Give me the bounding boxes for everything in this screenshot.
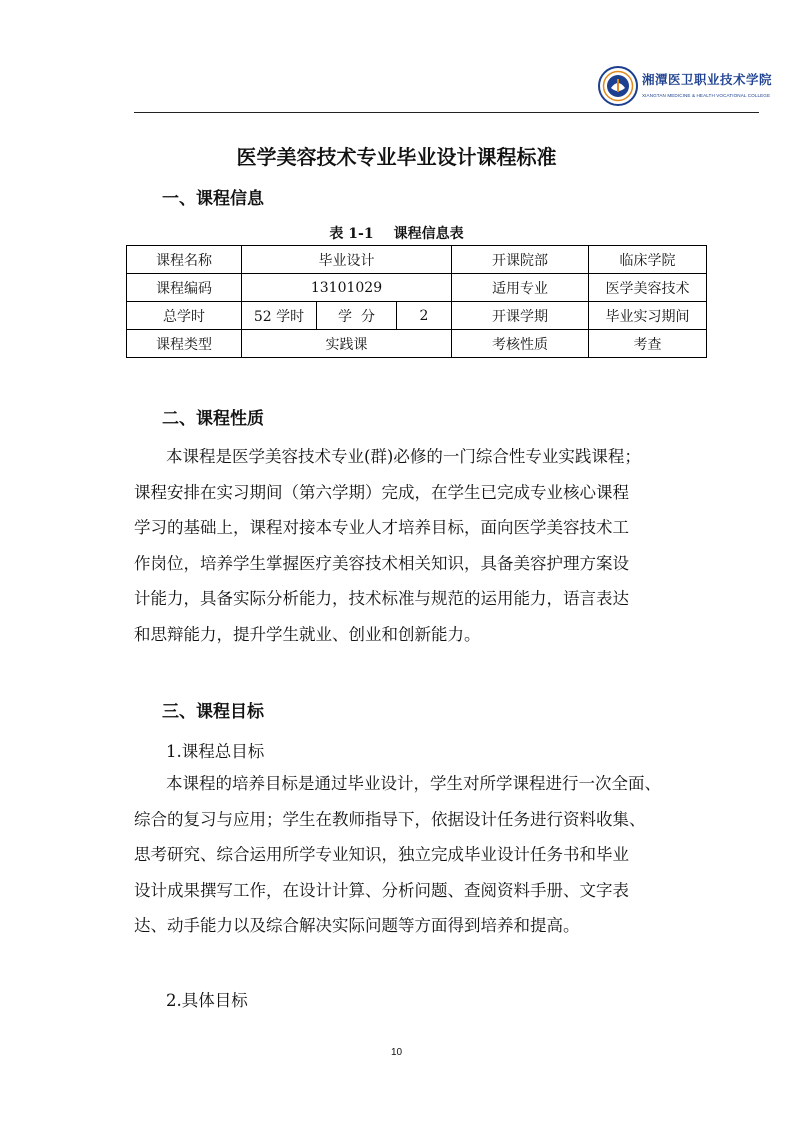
paragraph-line: 本课程的培养目标是通过毕业设计，学生对所学课程进行一次全面、	[166, 774, 661, 793]
table-caption	[0, 223, 793, 243]
table-row	[127, 274, 707, 302]
table-caption-text: 课程信息表	[393, 226, 464, 242]
paragraph-line: 和思辩能力，提升学生就业、创业和创新能力。	[134, 624, 481, 644]
college-logo-text	[642, 70, 773, 98]
table-cell: 医学美容技术	[589, 274, 707, 302]
table-cell: 总学时	[127, 302, 242, 330]
table-cell: 课程编码	[127, 274, 242, 302]
table-cell: 毕业实习期间	[589, 302, 707, 330]
table-cell: 2	[397, 302, 452, 330]
paragraph-line: 设计成果撰写工作，在设计计算、分析问题、查阅资料手册、文字表	[134, 880, 629, 900]
document-title: 医学美容技术专业毕业设计课程标准	[236, 145, 557, 169]
table-cell: 实践课	[242, 330, 452, 358]
table-cell: 52 学时	[242, 302, 317, 330]
subheading-overall-objective: 1.课程总目标	[166, 742, 265, 761]
paragraph-line: 作岗位，培养学生掌握医疗美容技术相关知识，具备美容护理方案设	[134, 553, 629, 573]
table-cell: 课程名称	[127, 246, 242, 274]
table-row	[127, 302, 707, 330]
section-heading-course-objectives: 三、课程目标	[162, 702, 264, 722]
table-cell: 13101029	[242, 274, 452, 302]
table-cell: 开课院部	[452, 246, 589, 274]
logo-chinese-name: 湘潭医卫职业技术学院	[642, 72, 773, 87]
logo-english-name: XIANGTAN MEDICINE & HEALTH VOCATIONAL COLLEGE	[642, 93, 771, 98]
paragraph-line: 计能力，具备实际分析能力，技术标准与规范的运用能力，语言表达	[134, 589, 629, 608]
paragraph-line: 课程安排在实习期间（第六学期）完成，在学生已完成专业核心课程	[134, 482, 629, 502]
table-cell: 学 分	[317, 302, 397, 330]
college-emblem-icon	[598, 66, 638, 106]
table-cell: 开课学期	[452, 302, 589, 330]
table-row	[127, 246, 707, 274]
table-cell: 临床学院	[589, 246, 707, 274]
header-divider	[134, 112, 759, 113]
course-nature-paragraph	[134, 439, 714, 652]
page-number: 10	[390, 1047, 403, 1058]
paragraph-line: 思考研究、综合运用所学专业知识，独立完成毕业设计任务书和毕业	[134, 845, 629, 864]
table-cell: 课程类型	[127, 330, 242, 358]
table-cell: 毕业设计	[242, 246, 452, 274]
paragraph-line: 综合的复习与应用；学生在教师指导下，依据设计任务进行资料收集、	[134, 809, 646, 829]
table-caption-number: 表 1-1	[329, 226, 374, 242]
subheading-specific-objectives: 2.具体目标	[166, 991, 248, 1010]
paragraph-line: 学习的基础上，课程对接本专业人才培养目标，面向医学美容技术工	[134, 518, 629, 537]
section-heading-course-info: 一、课程信息	[162, 189, 264, 209]
section-heading-course-nature: 二、课程性质	[162, 409, 264, 429]
table-cell: 考查	[589, 330, 707, 358]
overall-objective-paragraph	[134, 766, 714, 944]
table-row	[127, 330, 707, 358]
table-cell: 考核性质	[452, 330, 589, 358]
course-info-table	[126, 245, 707, 358]
paragraph-line: 达、动手能力以及综合解决实际问题等方面得到培养和提高。	[134, 916, 580, 935]
paragraph-line: 本课程是医学美容技术专业(群)必修的一门综合性专业实践课程；	[166, 447, 641, 466]
table-cell: 适用专业	[452, 274, 589, 302]
